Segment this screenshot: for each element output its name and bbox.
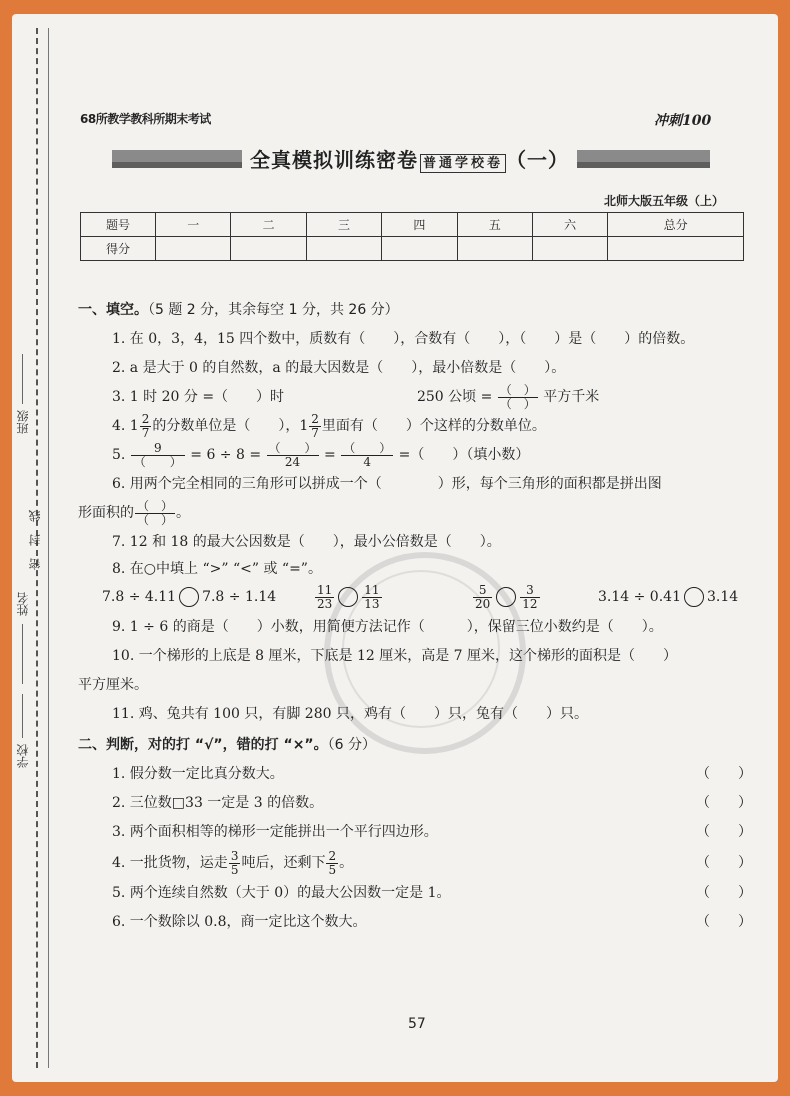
compare-circle[interactable] — [496, 587, 516, 607]
table-cell: 三 — [306, 213, 381, 237]
exam-source: 68所教学教科所期末考试 — [80, 112, 211, 126]
page-number: 57 — [408, 1016, 426, 1032]
table-cell: 五 — [457, 213, 532, 237]
question-text: 3. 两个面积相等的梯形一定能拼出一个平行四边形。 — [112, 824, 438, 840]
fraction-blank[interactable]: $\frac{( )}{24}$ — [268, 440, 317, 469]
section-heading — [78, 731, 758, 760]
exam-page — [72, 14, 762, 1082]
compare-item-a: 7.8 ÷ 4.11 7.8 ÷ 1.14 — [102, 589, 277, 605]
fraction: $\frac{2}{7}$ — [311, 411, 319, 440]
score-field[interactable] — [231, 237, 306, 261]
section-title: 一、填空。 — [78, 302, 148, 318]
answer-blank[interactable]: （ ） — [696, 766, 752, 782]
table-cell: 得分 — [81, 237, 156, 261]
question-text: = — [324, 447, 336, 463]
judge-4 — [78, 847, 758, 879]
judge-3 — [78, 818, 758, 847]
question-text: 形面积的 — [78, 505, 134, 521]
question-6-continued — [78, 499, 758, 528]
question-text: 3. 1 时 20 分 =（ ）时 — [112, 389, 285, 405]
question-9: 9. 1 ÷ 6 的商是（ ）小数，用简便方法记作（ ），保留三位小数约是（ ）。 — [112, 619, 663, 635]
question-text: 的分数单位是（ ），1 — [152, 418, 309, 434]
judge-6 — [78, 908, 758, 937]
score-field[interactable] — [156, 237, 231, 261]
question-11: 11. 鸡、兔共有 100 只，有脚 280 只，鸡有（ ）只，兔有（ ）只。 — [112, 706, 588, 722]
fraction-blank[interactable]: $\frac{9}{( )}$ — [131, 442, 185, 469]
title-number: （一） — [506, 148, 570, 172]
compare-circle[interactable] — [338, 587, 358, 607]
table-row — [81, 237, 744, 261]
question-1: 1. 在 0，3，4，15 四个数中，质数有（ ），合数有（ ），（ ）是（ ）的倍数。 — [112, 331, 695, 347]
fraction-blank[interactable]: $\frac{( )}{( )}$ — [499, 382, 536, 411]
page-title — [242, 144, 577, 173]
title-tag: 普通学校卷 — [420, 154, 506, 173]
grade-label: 北师大版五年级（上） — [604, 194, 725, 208]
question-8-items — [78, 581, 758, 613]
section-title: 二、判断，对的打 “√”，错的打 “×”。 — [78, 737, 328, 753]
table-cell: 题号 — [81, 213, 156, 237]
margin-rule — [48, 28, 49, 1068]
question-text: 2. 三位数□33 一定是 3 的倍数。 — [112, 795, 324, 811]
title-text: 全真模拟训练密卷 — [250, 148, 418, 172]
question-3 — [78, 383, 758, 412]
compare-item-d: 3.14 ÷ 0.41 3.14 — [598, 589, 739, 605]
question-5 — [78, 441, 758, 470]
question-text: 250 公顷 = — [416, 389, 493, 405]
question-text: 吨后，还剩下 — [241, 855, 326, 871]
judge-5 — [78, 879, 758, 908]
score-table — [80, 212, 744, 261]
question-text: 。 — [339, 855, 354, 871]
name-blank-line — [22, 624, 23, 684]
compare-item-b: $\frac{11}{23}$ $\frac{11}{13}$ — [317, 582, 380, 611]
brand-logo: 冲刺100 — [654, 113, 712, 129]
name-label: 姓名 — [16, 592, 30, 616]
question-text: 里面有（ ）个这样的分数单位。 — [321, 418, 546, 434]
table-cell: 二 — [231, 213, 306, 237]
question-text: = 6 ÷ 8 = — [190, 447, 262, 463]
question-4 — [78, 412, 758, 441]
table-cell: 六 — [532, 213, 607, 237]
answer-blank[interactable]: （ ） — [696, 914, 752, 930]
score-field[interactable] — [532, 237, 607, 261]
fraction: $\frac{2}{5}$ — [328, 848, 337, 877]
question-text: =（ ）（填小数） — [398, 447, 530, 463]
answer-blank[interactable]: （ ） — [696, 795, 752, 811]
answer-blank[interactable]: （ ） — [696, 855, 752, 871]
paper-sheet — [12, 14, 778, 1082]
score-field[interactable] — [457, 237, 532, 261]
answer-blank[interactable]: （ ） — [696, 885, 752, 901]
seal-line-text: 密 封 线 — [28, 510, 42, 570]
section-note: （5 题 2 分，其余每空 1 分，共 26 分） — [148, 302, 399, 318]
table-cell: 四 — [382, 213, 457, 237]
question-6: 6. 用两个完全相同的三角形可以拼成一个（ ）形，每个三角形的面积都是拼出图 — [112, 476, 662, 492]
compare-item-c: $\frac{5}{20}$ $\frac{3}{12}$ — [475, 582, 538, 611]
fraction-blank[interactable]: $\frac{( )}{( )}$ — [137, 498, 174, 527]
school-blank-line — [22, 694, 23, 738]
table-cell: 总分 — [608, 213, 744, 237]
class-label: 班级 — [16, 410, 30, 434]
question-7: 7. 12 和 18 的最大公因数是（ ），最小公倍数是（ ）。 — [112, 534, 501, 550]
question-10: 10. 一个梯形的上底是 8 厘米，下底是 12 厘米，高是 7 厘米，这个梯形的面积是（ ） — [112, 648, 678, 664]
score-field[interactable] — [382, 237, 457, 261]
question-text: 1. 假分数一定比真分数大。 — [112, 766, 284, 782]
question-2: 2. a 是大于 0 的自然数，a 的最大因数是（ ），最小倍数是（ ）。 — [112, 360, 566, 376]
question-content — [78, 294, 758, 937]
table-row — [81, 213, 744, 237]
binding-margin — [12, 14, 58, 1082]
question-text: 5. 两个连续自然数（大于 0）的最大公因数一定是 1。 — [112, 885, 451, 901]
school-label: 学校 — [16, 744, 30, 768]
question-text: 5. — [112, 447, 126, 463]
question-8: 8. 在○中填上 “>” “<” 或 “=”。 — [112, 561, 322, 577]
score-field[interactable] — [608, 237, 744, 261]
score-field[interactable] — [306, 237, 381, 261]
section-heading — [78, 296, 758, 325]
fraction-blank[interactable]: $\frac{( )}{4}$ — [343, 440, 392, 469]
judge-1 — [78, 760, 758, 789]
answer-blank[interactable]: （ ） — [696, 824, 752, 840]
section-note: （6 分） — [327, 737, 376, 753]
question-text: 4. 1 — [112, 418, 139, 434]
question-text: 。 — [176, 505, 191, 521]
judge-2 — [78, 789, 758, 818]
compare-circle[interactable] — [179, 587, 199, 607]
compare-circle[interactable] — [684, 587, 704, 607]
question-text: 平方千米 — [543, 389, 600, 405]
table-cell: 一 — [156, 213, 231, 237]
question-text: 6. 一个数除以 0.8，商一定比这个数大。 — [112, 914, 367, 930]
question-10-continued: 平方厘米。 — [78, 677, 148, 693]
class-blank-line — [22, 354, 23, 404]
fraction: $\frac{3}{5}$ — [230, 848, 239, 877]
fraction: $\frac{2}{7}$ — [141, 411, 150, 440]
question-text: 4. 一批货物，运走 — [112, 855, 228, 871]
